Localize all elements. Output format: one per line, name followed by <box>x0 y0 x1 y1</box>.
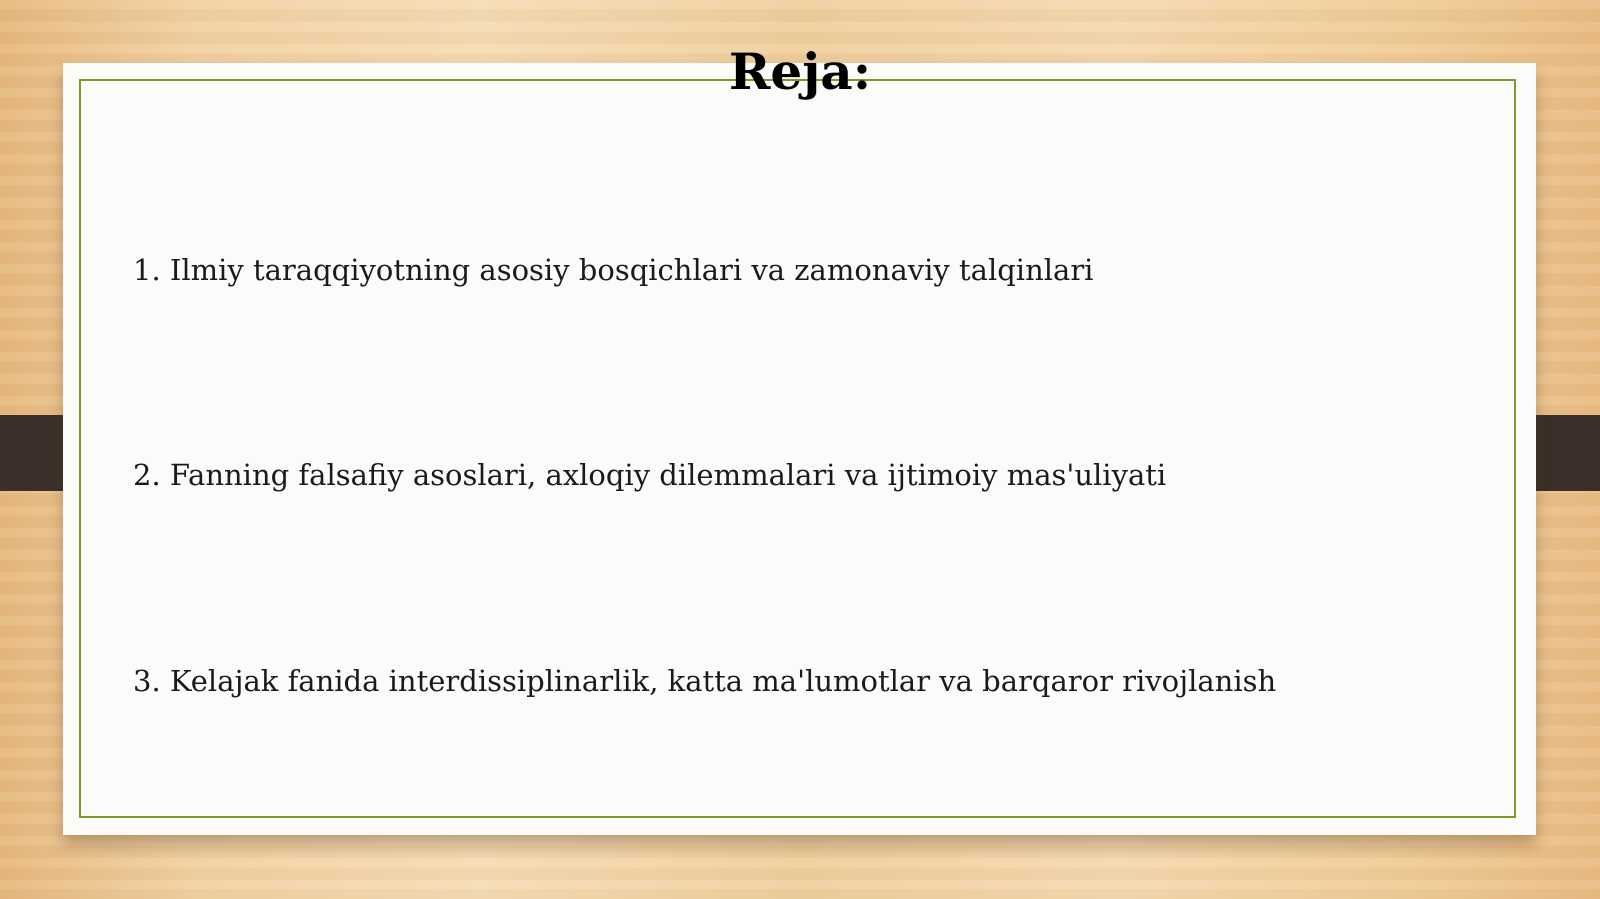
slide-card <box>63 63 1536 835</box>
plan-item-1: 1. Ilmiy taraqqiyotning asosiy bosqichlari va zamonaviy talqinlari <box>133 253 1094 287</box>
slide-title: Reja: <box>728 42 872 101</box>
slide-border <box>79 79 1516 818</box>
plan-item-3: 3. Kelajak fanida interdissiplinarlik, katta ma'lumotlar va barqaror rivojlanish <box>133 664 1277 698</box>
plan-item-2: 2. Fanning falsafiy asoslari, axloqiy dilemmalari va ijtimoiy mas'uliyati <box>133 458 1167 492</box>
